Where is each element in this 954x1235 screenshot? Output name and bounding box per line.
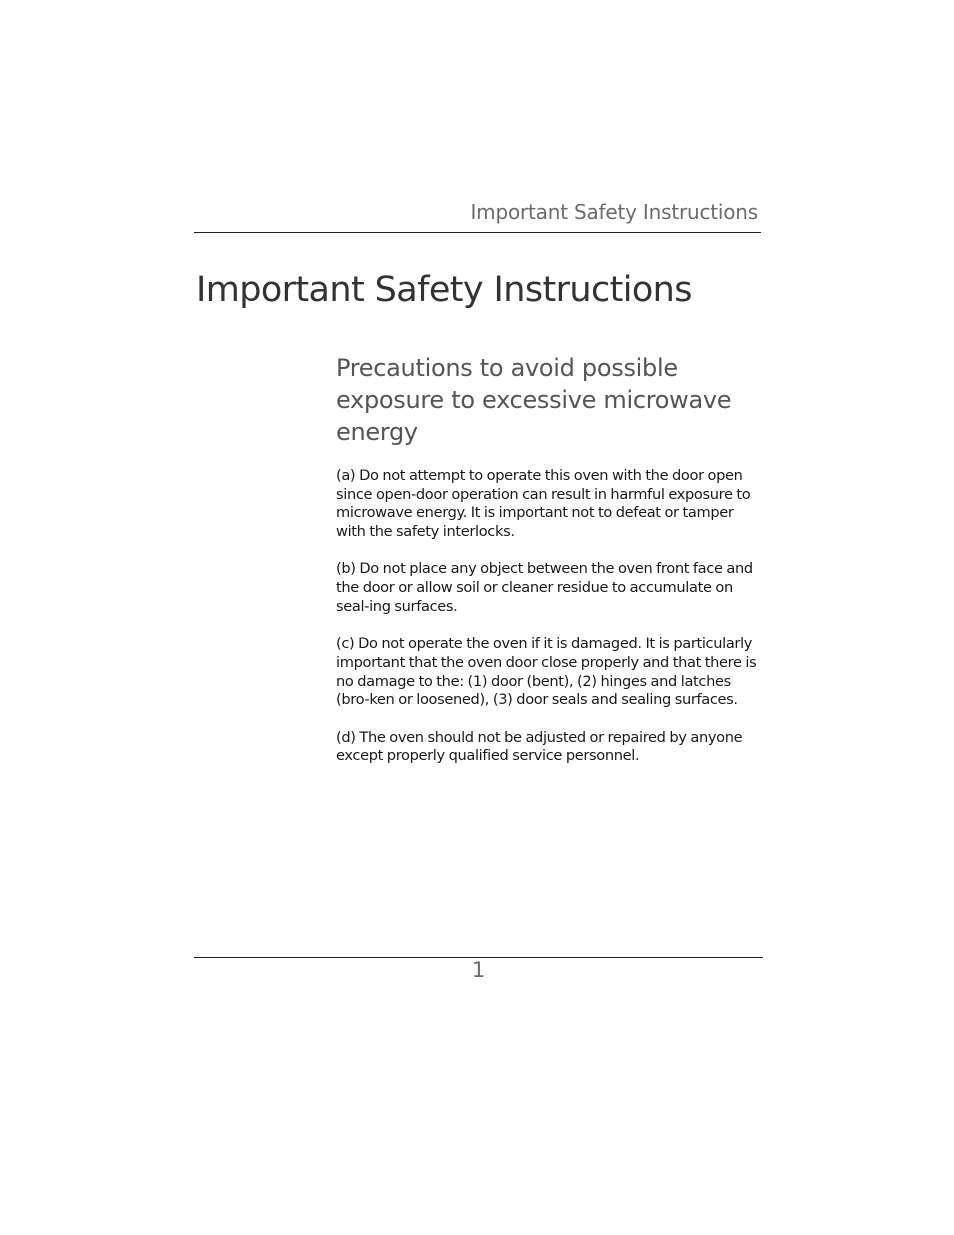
instruction-paragraph-c: (c) Do not operate the oven if it is damaged. It is particularly important that the oven door close properly and that there is no damage to the: (1) door (bent), (2) hinges and latches (bro-ken or loosened), (3) door seals and sealing surfaces. <box>336 635 757 709</box>
instruction-paragraph-d: (d) The oven should not be adjusted or repaired by anyone except properly qualified service personnel. <box>336 728 743 765</box>
instructions-body <box>336 467 762 785</box>
running-header: Important Safety Instructions <box>470 200 758 224</box>
page-title: Important Safety Instructions <box>196 270 692 310</box>
instruction-paragraph-b: (b) Do not place any object between the oven front face and the door or allow soil or cleaner residue to accumulate on seal-ing surfaces. <box>336 560 753 615</box>
section-title: Precautions to avoid possible exposure to excessive microwave energy <box>336 354 732 446</box>
page-number: 1 <box>471 958 486 982</box>
header-divider <box>194 232 761 233</box>
instruction-paragraph-a: (a) Do not attempt to operate this oven with the door open since open-door operation can result in harmful exposure to microwave energy. It is important not to defeat or tamper with the safety interlocks. <box>336 467 751 541</box>
